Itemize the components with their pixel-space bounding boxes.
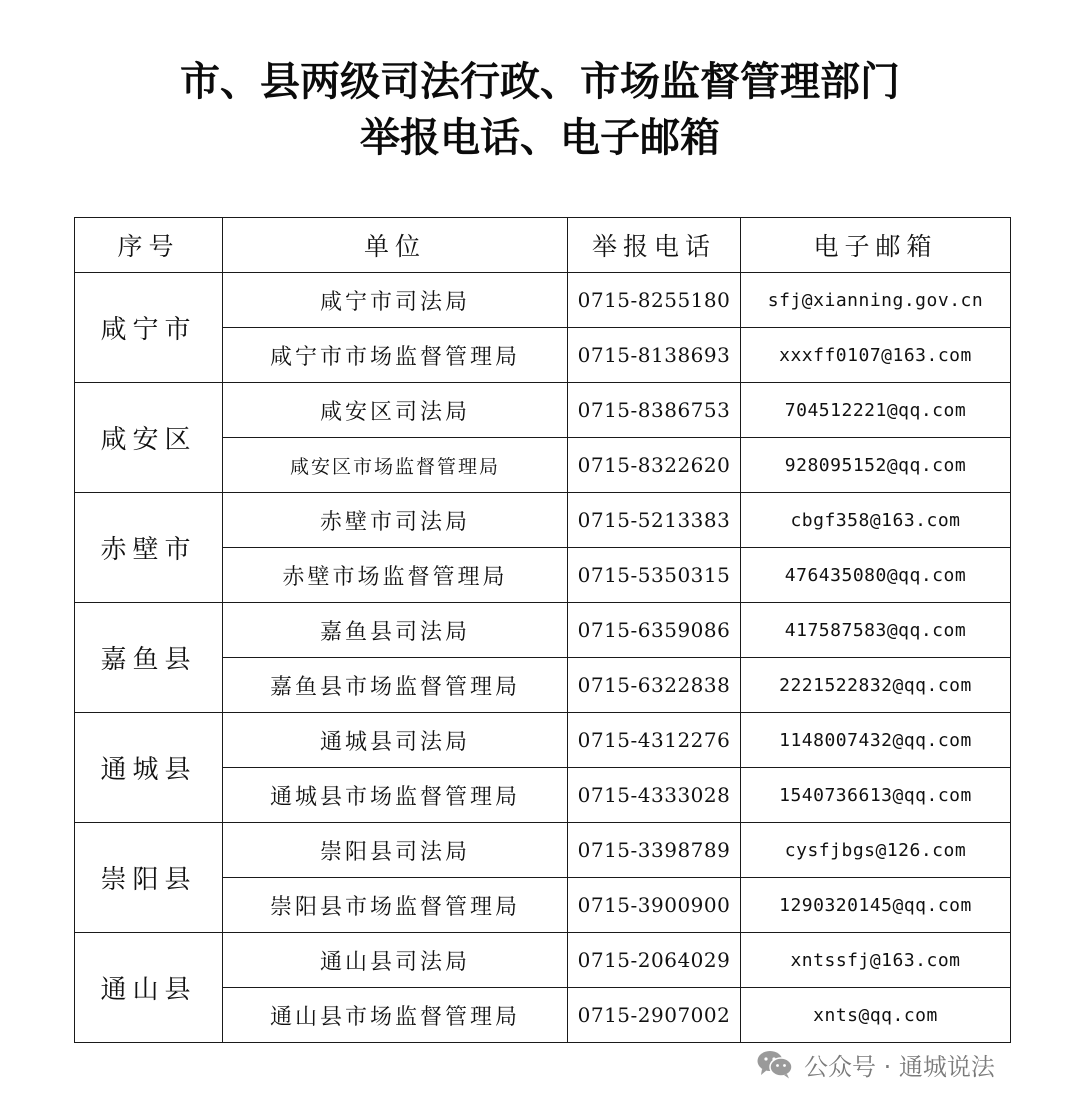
phone-cell: 0715-8322620	[568, 438, 741, 493]
email-cell: sfj@xianning.gov.cn	[741, 273, 1011, 328]
header-index: 序号	[75, 218, 223, 273]
unit-cell: 咸宁市司法局	[223, 273, 568, 328]
unit-cell: 嘉鱼县市场监督管理局	[223, 658, 568, 713]
phone-cell: 0715-3398789	[568, 823, 741, 878]
email-cell: 1290320145@qq.com	[741, 878, 1011, 933]
region-cell: 咸宁市	[75, 273, 223, 383]
unit-cell: 通山县司法局	[223, 933, 568, 988]
phone-cell: 0715-8386753	[568, 383, 741, 438]
wechat-icon	[756, 1049, 794, 1079]
table-row	[75, 603, 1011, 658]
region-cell: 咸安区	[75, 383, 223, 493]
title-line-1: 市、县两级司法行政、市场监督管理部门	[180, 59, 900, 105]
email-cell: 928095152@qq.com	[741, 438, 1011, 493]
phone-cell: 0715-6322838	[568, 658, 741, 713]
unit-cell: 咸安区市场监督管理局	[223, 438, 568, 493]
phone-cell: 0715-3900900	[568, 878, 741, 933]
document-title	[0, 54, 1080, 166]
email-cell: 1540736613@qq.com	[741, 768, 1011, 823]
unit-cell: 通山县市场监督管理局	[223, 988, 568, 1043]
email-cell: xntssfj@163.com	[741, 933, 1011, 988]
unit-cell: 咸安区司法局	[223, 383, 568, 438]
phone-cell: 0715-2064029	[568, 933, 741, 988]
region-cell: 通城县	[75, 713, 223, 823]
unit-cell: 崇阳县市场监督管理局	[223, 878, 568, 933]
region-cell: 通山县	[75, 933, 223, 1043]
phone-cell: 0715-2907002	[568, 988, 741, 1043]
unit-cell: 通城县市场监督管理局	[223, 768, 568, 823]
email-cell: xnts@qq.com	[741, 988, 1011, 1043]
table-header-row	[75, 218, 1011, 273]
unit-cell: 赤壁市司法局	[223, 493, 568, 548]
unit-cell: 通城县司法局	[223, 713, 568, 768]
phone-cell: 0715-4333028	[568, 768, 741, 823]
email-cell: cbgf358@163.com	[741, 493, 1011, 548]
phone-cell: 0715-8138693	[568, 328, 741, 383]
header-unit: 单位	[223, 218, 568, 273]
unit-cell: 嘉鱼县司法局	[223, 603, 568, 658]
email-cell: xxxff0107@163.com	[741, 328, 1011, 383]
table-row	[75, 823, 1011, 878]
report-contact-table-wrap	[74, 217, 1011, 1043]
unit-cell: 咸宁市市场监督管理局	[223, 328, 568, 383]
phone-cell: 0715-4312276	[568, 713, 741, 768]
phone-cell: 0715-5350315	[568, 548, 741, 603]
table-row	[75, 383, 1011, 438]
region-cell: 赤壁市	[75, 493, 223, 603]
phone-cell: 0715-5213383	[568, 493, 741, 548]
watermark-text: 公众号 · 通城说法	[804, 1052, 995, 1081]
table-row	[75, 713, 1011, 768]
table-row	[75, 493, 1011, 548]
wechat-watermark	[756, 1044, 995, 1084]
email-cell: cysfjbgs@126.com	[741, 823, 1011, 878]
report-contact-table	[74, 217, 1011, 1043]
header-phone: 举报电话	[568, 218, 741, 273]
region-cell: 嘉鱼县	[75, 603, 223, 713]
title-line-2: 举报电话、电子邮箱	[360, 115, 720, 161]
email-cell: 417587583@qq.com	[741, 603, 1011, 658]
table-row	[75, 273, 1011, 328]
email-cell: 2221522832@qq.com	[741, 658, 1011, 713]
phone-cell: 0715-6359086	[568, 603, 741, 658]
email-cell: 704512221@qq.com	[741, 383, 1011, 438]
email-cell: 476435080@qq.com	[741, 548, 1011, 603]
email-cell: 1148007432@qq.com	[741, 713, 1011, 768]
table-row	[75, 933, 1011, 988]
unit-cell: 赤壁市场监督管理局	[223, 548, 568, 603]
header-email: 电子邮箱	[741, 218, 1011, 273]
unit-cell: 崇阳县司法局	[223, 823, 568, 878]
region-cell: 崇阳县	[75, 823, 223, 933]
phone-cell: 0715-8255180	[568, 273, 741, 328]
